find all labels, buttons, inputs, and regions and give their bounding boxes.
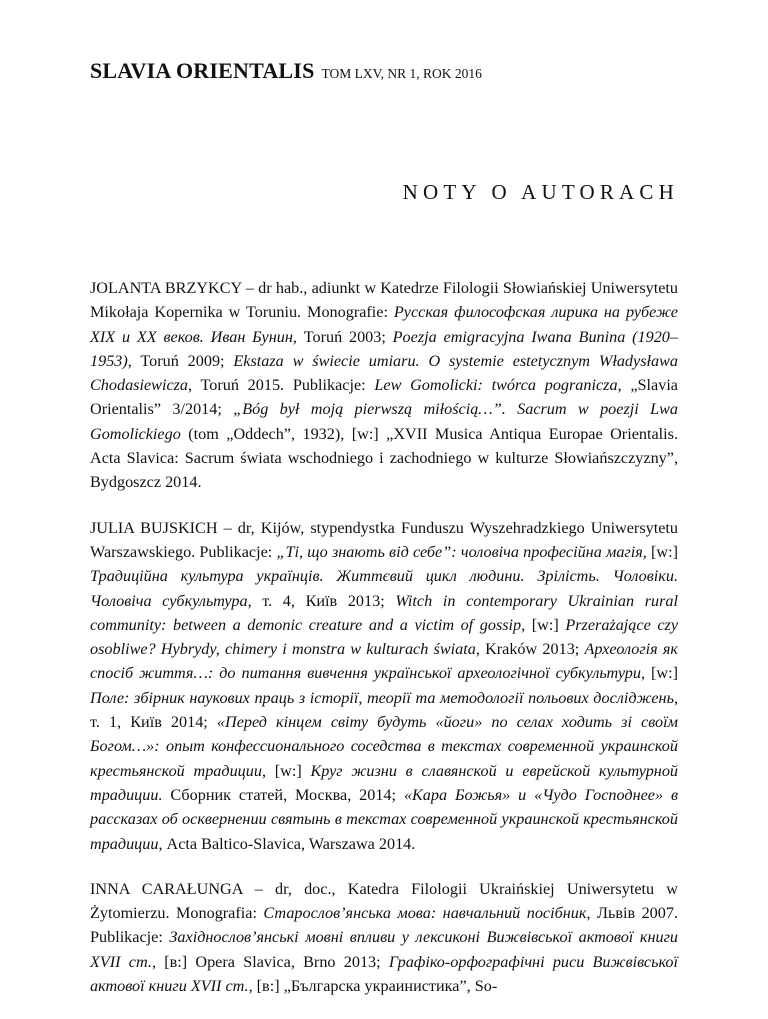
author-note	[90, 276, 678, 495]
note-text: , [в:] „Българска украинистика”, So-	[248, 977, 498, 996]
note-text: , Toruń 2015. Publikacje:	[188, 376, 375, 395]
italic-title-text: «Перед кінцем світу будуть «йоги» по селах ходить зі своїм Богом…»: опыт конфессионального соседства в текстах современной украинской крестьянской традиции	[90, 713, 678, 780]
italic-title-text: Західнослов’янські мовні впливи у лексиконі Вижвівської актової книги XVII ст.	[90, 928, 679, 971]
italic-title-text: Археологія як спосіб життя…: до питання вивчення української археологічної субкультури	[90, 640, 678, 683]
note-text: , Toruń 2003;	[292, 327, 393, 346]
italic-title-text: „Ті, що знають від себе”: чоловіча професійна магія	[276, 542, 643, 561]
italic-title-text: „Bóg był moją pierwszą miłością…”. Sacrum w poezji Lwa Gomolickiego	[90, 400, 679, 443]
note-text: , Kraków 2013;	[475, 640, 585, 659]
italic-title-text: Русская философская лирика на рубеже XIX и XX веков. Иван Бунин	[90, 303, 678, 346]
author-note	[90, 516, 678, 856]
note-text: INNA CARAŁUNGA – dr, doc., Katedra Filologii Ukraińskiej Uniwersytetu w Żytomierzu. Monografia:	[90, 879, 678, 923]
note-text: , [w:]	[261, 761, 311, 780]
note-text: , Львів 2007. Publikacje:	[90, 904, 678, 947]
note-text: , т. 1, Київ 2014;	[90, 688, 678, 732]
italic-title-text: Поле: збірник наукових праць з історії, теорії та методології польових досліджень	[90, 688, 674, 707]
italic-title-text: Lew Gomolicki: twórca pogranicza	[374, 376, 618, 395]
note-text: Сборник статей, Москва, 2014;	[162, 785, 404, 804]
italic-title-text: Графіко-орфографічні риси Вижвівської актової книги XVII ст.	[90, 952, 679, 996]
note-text: , [w:]	[641, 664, 679, 683]
note-text: , т. 4, Київ 2013;	[247, 591, 396, 610]
author-notes	[90, 276, 678, 1019]
note-text: , [w:]	[521, 615, 566, 634]
section-title: NOTY O AUTORACH	[402, 180, 679, 204]
italic-title-text: Poezja emigracyjna Iwana Bunina (1920–1953)	[90, 327, 678, 370]
note-text: (tom „Oddech”, 1932), [w:] „XVII Musica Antiqua Europae Orientalis. Acta Slavica: Sacrum świata wschodniego i zachodniego w kulturze Słowiańszczyzny”, Bydgoszcz 2014.	[90, 424, 678, 492]
italic-title-text: Przerażające czy osobliwe? Hybrydy, chimery i monstra w kulturach świata	[90, 615, 679, 659]
note-text: JOLANTA BRZYKCY – dr hab., adiunkt w Katedrze Filologii Słowiańskiej Uniwersytetu Mikołaja Kopernika w Toruniu. Monografie:	[90, 279, 678, 322]
author-note	[90, 877, 678, 998]
italic-title-text: «Кара Божья» и «Чудо Господнее» в рассказах об осквернении святынь в текстах современной украинской крестьянской традиции	[90, 785, 678, 853]
running-head	[90, 58, 482, 84]
note-text: , Acta Baltico-Slavica, Warszawa 2014.	[158, 834, 416, 853]
note-text: JULIA BUJSKICH – dr, Kijów, stypendystka Funduszu Wyszehradzkiego Uniwersytetu Warszawskiego. Publikacje:	[90, 518, 678, 561]
italic-title-text: Ekstaza w świecie umiaru. O systemie estetycznym Władysława Chodasiewicza	[90, 351, 678, 395]
issue-info: TOM LXV, NR 1, ROK 2016	[321, 66, 482, 81]
italic-title-text: Круг жизни в славянской и еврейской культурной традиции.	[90, 761, 679, 804]
italic-title-text: Традиційна культура українців. Життєвий цикл людини. Зрілість. Чоловіки. Чоловіча субкультура	[90, 567, 678, 610]
note-text: , [w:]	[642, 542, 679, 561]
note-text: , „Slavia Orientalis” 3/2014;	[90, 376, 678, 419]
journal-title: SLAVIA ORIENTALIS	[90, 58, 315, 83]
italic-title-text: Witch in contemporary Ukrainian rural community: between a demonic creature and a victim of gossip	[90, 591, 678, 634]
note-text: , [в:] Opera Slavica, Brno 2013;	[151, 952, 389, 971]
note-text: , Toruń 2009;	[127, 351, 234, 370]
italic-title-text: Старослов’янська мова: навчальний посібник	[263, 904, 587, 923]
